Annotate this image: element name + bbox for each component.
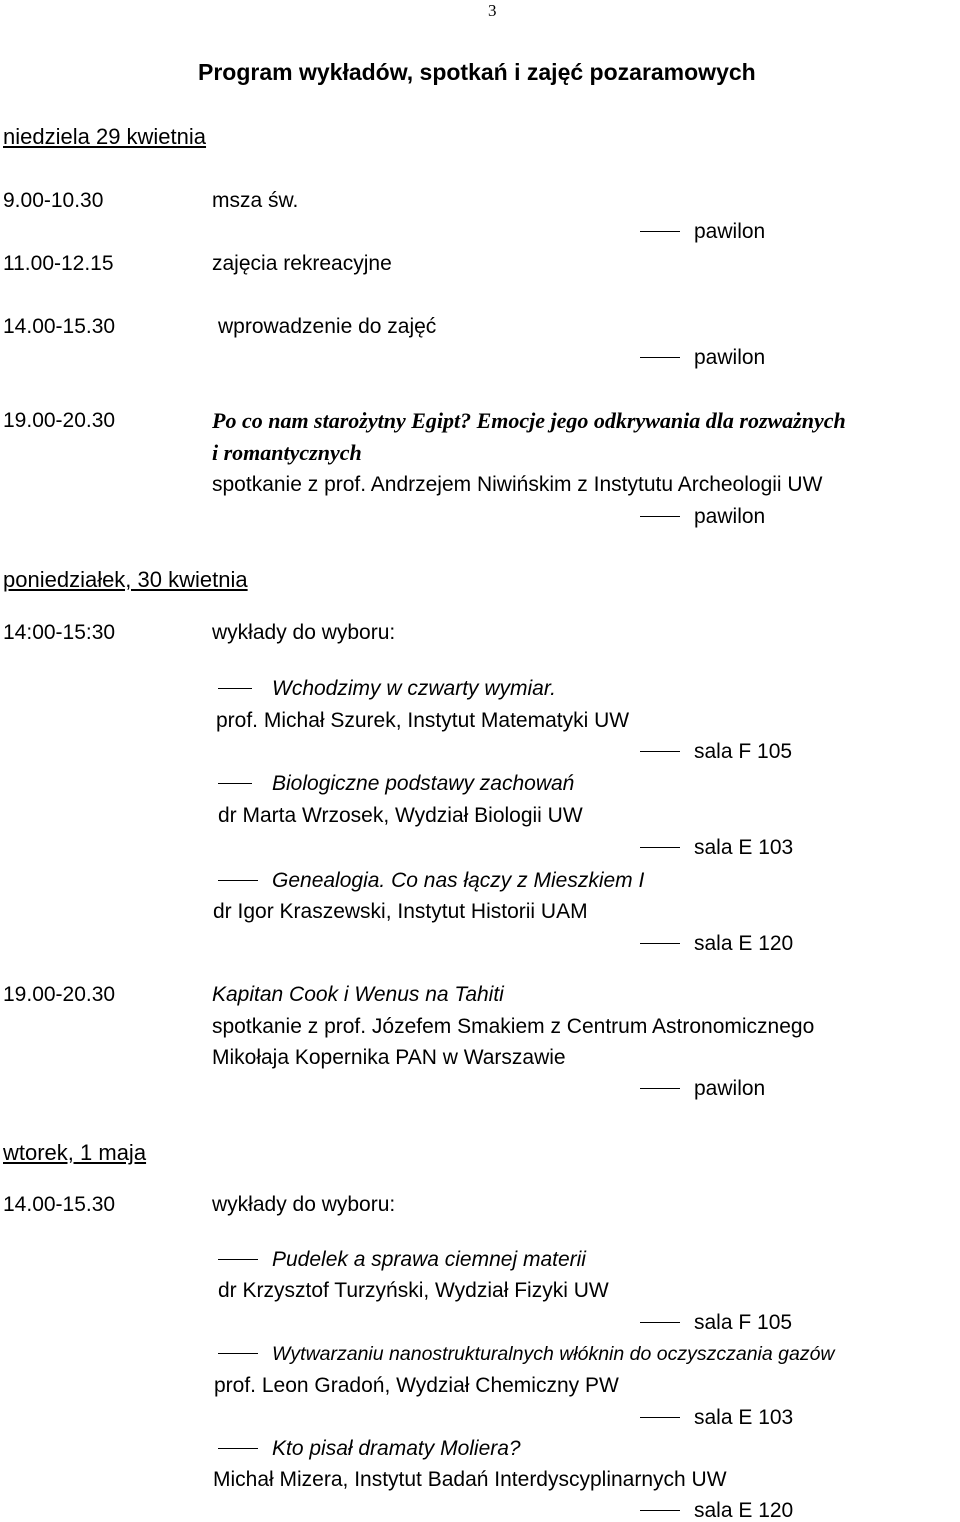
lecture-title-text: Genealogia. Co nas łączy z Mieszkiem I <box>272 869 645 892</box>
dash-icon <box>218 1448 258 1449</box>
time-label: 9.00-10.30 <box>3 189 104 212</box>
lecture-title-text: Kto pisał dramaty Moliera? <box>272 1437 521 1460</box>
dash-icon <box>218 783 252 784</box>
lecture-title <box>218 1438 521 1459</box>
lecture-title <box>218 870 644 891</box>
event-label: wykłady do wyboru: <box>212 621 396 644</box>
dash-icon <box>640 1510 680 1511</box>
lecture-title <box>218 678 556 699</box>
dash-icon <box>640 231 680 232</box>
event-label: msza św. <box>212 189 299 212</box>
time-label: 14:00-15:30 <box>3 621 116 644</box>
event-title: Po co nam starożytny Egipt? Emocje jego odkrywania dla rozważnych <box>212 408 846 433</box>
event-title: i romantycznych <box>212 440 362 465</box>
location-text: sala E 103 <box>694 836 794 859</box>
location <box>640 933 793 954</box>
location-text: sala E 120 <box>694 932 794 955</box>
time-label: 14.00-15.30 <box>3 315 116 338</box>
event-label: wprowadzenie do zajęć <box>218 315 437 338</box>
event-label: zajęcia rekreacyjne <box>212 252 392 275</box>
lecture-title <box>218 1345 835 1365</box>
page-number: 3 <box>488 1 497 20</box>
dash-icon <box>218 880 258 881</box>
location <box>640 1407 793 1428</box>
location-text: pawilon <box>694 505 766 528</box>
location-text: sala E 103 <box>694 1406 794 1429</box>
lecture-speaker: dr Krzysztof Turzyński, Wydział Fizyki UW <box>218 1279 609 1302</box>
lecture-speaker: dr Marta Wrzosek, Wydział Biologii UW <box>218 804 583 827</box>
lecture-title-text: Pudelek a sprawa ciemnej materii <box>272 1248 586 1271</box>
dash-icon <box>640 1088 680 1089</box>
location <box>640 1078 765 1099</box>
lecture-speaker: prof. Leon Gradoń, Wydział Chemiczny PW <box>214 1374 619 1397</box>
dash-icon <box>640 1417 680 1418</box>
page-title: Program wykładów, spotkań i zajęć pozaramowych <box>198 59 756 85</box>
event-label: wykłady do wyboru: <box>212 1193 396 1216</box>
location <box>640 506 765 527</box>
lecture-title-text: Wytwarzaniu nanostrukturalnych włóknin do oczyszczania gazów <box>272 1343 835 1365</box>
event-speaker: spotkanie z prof. Józefem Smakiem z Centrum Astronomicznego <box>212 1015 815 1038</box>
lecture-speaker: Michał Mizera, Instytut Badań Interdyscyplinarnych UW <box>213 1468 727 1491</box>
location-text: sala E 120 <box>694 1499 794 1522</box>
dash-icon <box>218 1353 258 1354</box>
location <box>640 221 765 242</box>
dash-icon <box>218 1259 258 1260</box>
location-text: sala F 105 <box>694 1311 793 1334</box>
location <box>640 837 793 858</box>
location-text: pawilon <box>694 1077 766 1100</box>
time-label: 19.00-20.30 <box>3 409 116 432</box>
time-label: 11.00-12.15 <box>3 252 114 275</box>
location-text: sala F 105 <box>694 740 793 763</box>
day-heading-sunday: niedziela 29 kwietnia <box>3 124 207 149</box>
dash-icon <box>218 688 252 689</box>
day-heading-tuesday: wtorek, 1 maja <box>3 1140 147 1165</box>
event-speaker: spotkanie z prof. Andrzejem Niwińskim z Instytutu Archeologii UW <box>212 473 823 496</box>
location-text: pawilon <box>694 346 766 369</box>
lecture-speaker: prof. Michał Szurek, Instytut Matematyki UW <box>216 709 630 732</box>
dash-icon <box>640 943 680 944</box>
event-speaker: Mikołaja Kopernika PAN w Warszawie <box>212 1046 566 1069</box>
location <box>640 347 765 368</box>
dash-icon <box>640 751 680 752</box>
location <box>640 1312 792 1333</box>
lecture-speaker: dr Igor Kraszewski, Instytut Historii UAM <box>213 900 588 923</box>
event-title: Kapitan Cook i Wenus na Tahiti <box>212 983 504 1006</box>
dash-icon <box>640 357 680 358</box>
lecture-title <box>218 773 574 794</box>
lecture-title-text: Wchodzimy w czwarty wymiar. <box>272 677 556 700</box>
time-label: 14.00-15.30 <box>3 1193 116 1216</box>
location-text: pawilon <box>694 220 766 243</box>
location <box>640 741 792 762</box>
time-label: 19.00-20.30 <box>3 983 116 1006</box>
lecture-title-text: Biologiczne podstawy zachowań <box>272 772 575 795</box>
lecture-title <box>218 1249 586 1270</box>
location <box>640 1500 793 1521</box>
dash-icon <box>640 1322 680 1323</box>
day-heading-monday: poniedziałek, 30 kwietnia <box>3 567 248 592</box>
dash-icon <box>640 516 680 517</box>
dash-icon <box>640 847 680 848</box>
